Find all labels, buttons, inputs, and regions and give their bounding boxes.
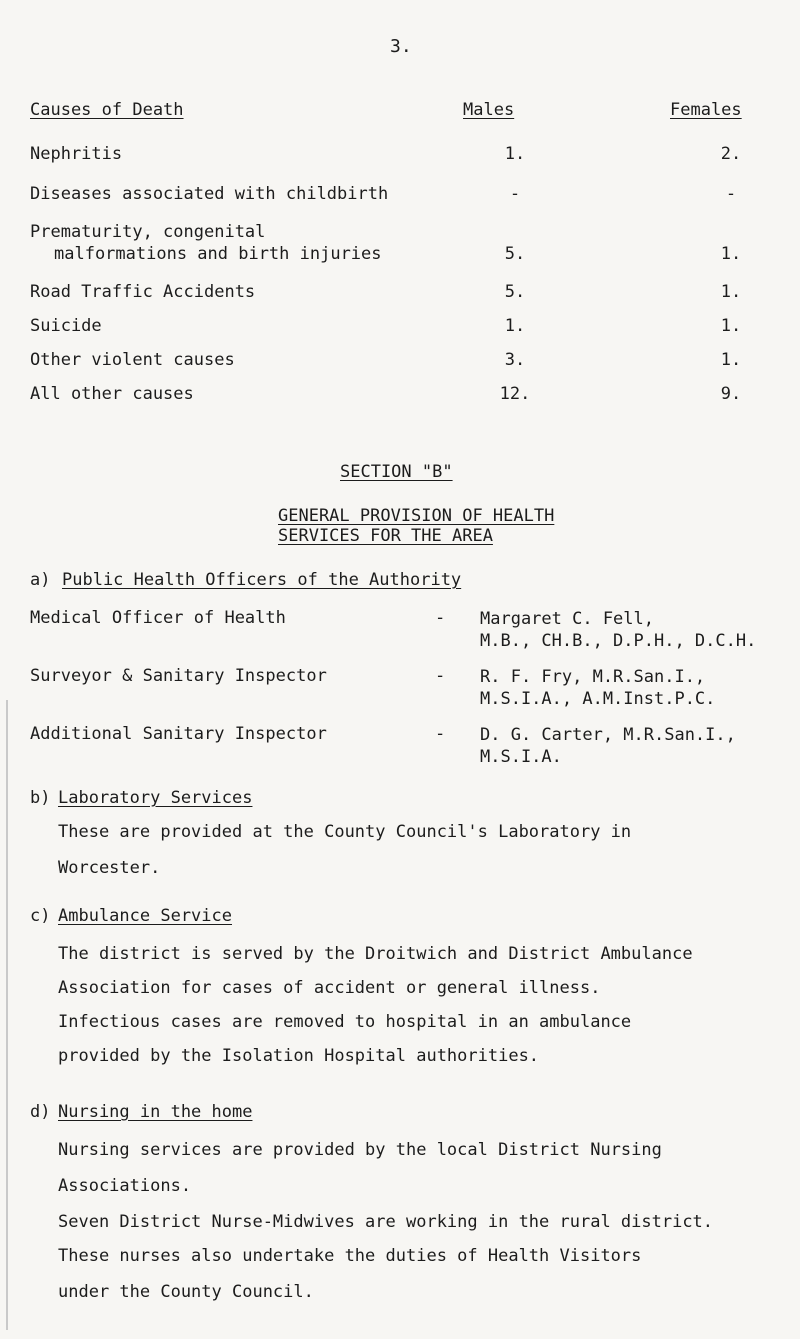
officer-dash: - (435, 666, 446, 686)
table-row (30, 222, 790, 270)
cause-label: Suicide (30, 316, 102, 336)
scan-margin-line (6, 700, 8, 1330)
section-heading-line2: SERVICES FOR THE AREA (278, 526, 493, 546)
officer-qualifications: M.S.I.A. (480, 747, 562, 767)
females-value: 1. (720, 244, 742, 264)
table-row (30, 282, 790, 306)
males-value: 5. (504, 244, 526, 264)
paragraph-line: The district is served by the Droitwich and District Ambulance (58, 944, 693, 964)
officer-dash: - (435, 724, 446, 744)
females-value: 1. (720, 316, 742, 336)
females-value: 2. (720, 144, 742, 164)
table-row (30, 316, 790, 340)
section-title: SECTION "B" (340, 462, 453, 482)
item-d-title: Nursing in the home (58, 1102, 253, 1122)
females-value: 9. (720, 384, 742, 404)
females-value: - (725, 184, 737, 204)
paragraph-line: Infectious cases are removed to hospital in an ambulance (58, 1012, 632, 1032)
item-c-title: Ambulance Service (58, 906, 232, 926)
item-b-label: b) (30, 788, 51, 808)
paragraph-line: These nurses also undertake the duties of Health Visitors (58, 1246, 642, 1266)
page-number: 3. (390, 36, 412, 57)
cause-label: Diseases associated with childbirth (30, 184, 389, 204)
table-row (30, 184, 790, 208)
header-causes: Causes of Death (30, 100, 184, 120)
table-row (30, 384, 790, 408)
paragraph-line: Seven District Nurse-Midwives are working in the rural district. (58, 1212, 714, 1232)
table-row (30, 350, 790, 374)
males-value: 1. (504, 144, 526, 164)
paragraph-line: Association for cases of accident or general illness. (58, 978, 601, 998)
item-b-title: Laboratory Services (58, 788, 253, 808)
cause-label: Prematurity, congenital (30, 222, 266, 242)
paragraph-line: under the County Council. (58, 1282, 314, 1302)
header-females: Females (670, 100, 742, 120)
section-heading-line1: GENERAL PROVISION OF HEALTH (278, 506, 555, 526)
item-c-label: c) (30, 906, 51, 926)
paragraph-line: These are provided at the County Council's Laboratory in (58, 822, 632, 842)
females-value: 1. (720, 282, 742, 302)
males-value: - (509, 184, 521, 204)
paragraph-line: provided by the Isolation Hospital authorities. (58, 1046, 540, 1066)
officer-role: Surveyor & Sanitary Inspector (30, 666, 327, 686)
officer-dash: - (435, 608, 446, 628)
item-d-label: d) (30, 1102, 51, 1122)
officer-name (480, 608, 756, 652)
cause-label-continued: malformations and birth injuries (54, 244, 382, 264)
males-value: 3. (504, 350, 526, 370)
paragraph-line: Nursing services are provided by the local District Nursing (58, 1140, 662, 1160)
cause-label: All other causes (30, 384, 194, 404)
officer-qualifications: M.S.I.A., A.M.Inst.P.C. (480, 689, 716, 709)
header-males: Males (463, 100, 515, 120)
cause-label: Road Traffic Accidents (30, 282, 256, 302)
officer-name-line1: Margaret C. Fell, (480, 609, 654, 629)
officer-name (480, 666, 715, 710)
table-row (30, 144, 790, 168)
cause-label: Other violent causes (30, 350, 235, 370)
officer-qualifications: M.B., CH.B., D.P.H., D.C.H. (480, 631, 757, 651)
females-value: 1. (720, 350, 742, 370)
officer-name-line1: R. F. Fry, M.R.San.I., (480, 667, 706, 687)
officer-name (480, 724, 736, 768)
paragraph-line: Worcester. (58, 858, 161, 878)
item-a-label: a) (30, 570, 51, 590)
males-value: 12. (499, 384, 531, 404)
officer-role: Medical Officer of Health (30, 608, 286, 628)
males-value: 5. (504, 282, 526, 302)
officer-name-line1: D. G. Carter, M.R.San.I., (480, 725, 736, 745)
males-value: 1. (504, 316, 526, 336)
officer-role: Additional Sanitary Inspector (30, 724, 327, 744)
paragraph-line: Associations. (58, 1176, 192, 1196)
item-a-title: Public Health Officers of the Authority (62, 570, 462, 590)
cause-label: Nephritis (30, 144, 123, 164)
